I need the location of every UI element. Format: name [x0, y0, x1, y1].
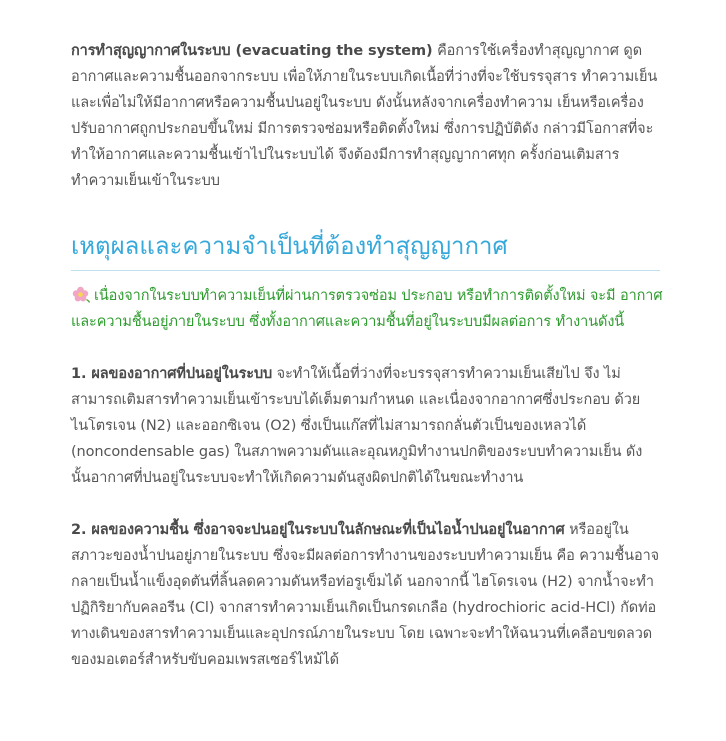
- section-1-title: 1. ผลของอากาศที่ปนอยู่ในระบบ: [71, 366, 273, 382]
- section-2-title: 2. ผลของความชื้น ซึ่งอาจจะปนอยู่ในระบบในลักษณะที่เป็นไอน้ำปนอยู่ในอากาศ: [71, 522, 565, 538]
- intro-term: การทำสุญญากาศในระบบ (evacuating the system): [71, 43, 433, 59]
- note-paragraph: [71, 283, 663, 335]
- section-1-text: จะทำให้เนื้อที่ว่างที่จะบรรจุสารทำความเย็นเสียไป จึง ไม่สามารถเติมสารทำความเย็นเข้าระบบได้เต็มตามกำหนด และเนื่องจากอากาศซึ่งประกอบ ด้วยไนโตรเจน (N2) และออกซิเจน (O2) ซึ่งเป็นแก๊สที่ไม่สามารถกลั่นตัวเป็นของเหลวได้ (noncondensable gas) ในสภาพความดันและอุณหภูมิทำงานปกติของระบบทำความเย็น ดัง นั้นอากาศที่ปนอยู่ในระบบจะทำให้เกิดความดันสูงผิดปกติได้ในขณะทำงาน: [71, 366, 643, 486]
- note-text: เนื่องจากในระบบทำความเย็นที่ผ่านการตรวจซ่อม ประกอบ หรือทำการติดตั้งใหม่ จะมี อากาศและความชื้นอยู่ภายในระบบ ซึ่งทั้งอากาศและความชื้นที่อยู่ในระบบมีผลต่อการ ทำงานดังนี้: [71, 288, 663, 330]
- intro-text: คือการใช้เครื่องทำสุญญากาศ ดูดอากาศและความชื้นออกจากระบบ เพื่อให้ภายในระบบเกิดเนื้อที่ว่างที่จะใช้บรรจุสาร ทำความเย็นและเพื่อไม่ให้มีอากาศหรือความชื้นปนอยู่ในระบบ ดังนั้นหลังจากเครื่องทำความ เย็นหรือเครื่องปรับอากาศถูกประกอบขึ้นใหม่ มีการตรวจซ่อมหรือติดตั้งใหม่ ซึ่งการปฏิบัติดัง กล่าวมีโอกาสที่จะทำให้อากาศและความชื้นเข้าไปในระบบได้ จึงต้องมีการทำสุญญากาศทุก ครั้งก่อนเติมสารทำความเย็นเข้าในระบบ: [71, 43, 658, 189]
- section-heading: เหตุผลและความจำเป็นที่ต้องทำสุญญากาศ: [71, 228, 660, 271]
- intro-paragraph: [71, 38, 663, 194]
- section-1-paragraph: [71, 361, 663, 491]
- section-2-text: หรืออยู่ในสภาวะของน้ำปนอยู่ภายในระบบ ซึ่งจะมีผลต่อการทำงานของระบบทำความเย็น คือ ความชื้นอาจกลายเป็นน้ำแข็งอุดตันที่ลิ้นลดความดันหรือท่อรูเข็มได้ นอกจากนี้ ไฮโดรเจน (H2) จากน้ำจะทำปฏิกิริยากับคลอรีน (Cl) จากสารทำความเย็นเกิดเป็นกรดเกลือ (hydrochioric acid-HCl) กัดท่อทางเดินของสารทำความเย็นและอุปกรณ์ภายในระบบ โดย เฉพาะจะทำให้ฉนวนที่เคลือบขดลวดของมอเตอร์สำหรับขับคอมเพรสเซอร์ไหม้ได้: [71, 522, 660, 668]
- flower-icon: [71, 286, 90, 303]
- section-2-paragraph: [71, 517, 663, 673]
- article-body: [71, 38, 663, 673]
